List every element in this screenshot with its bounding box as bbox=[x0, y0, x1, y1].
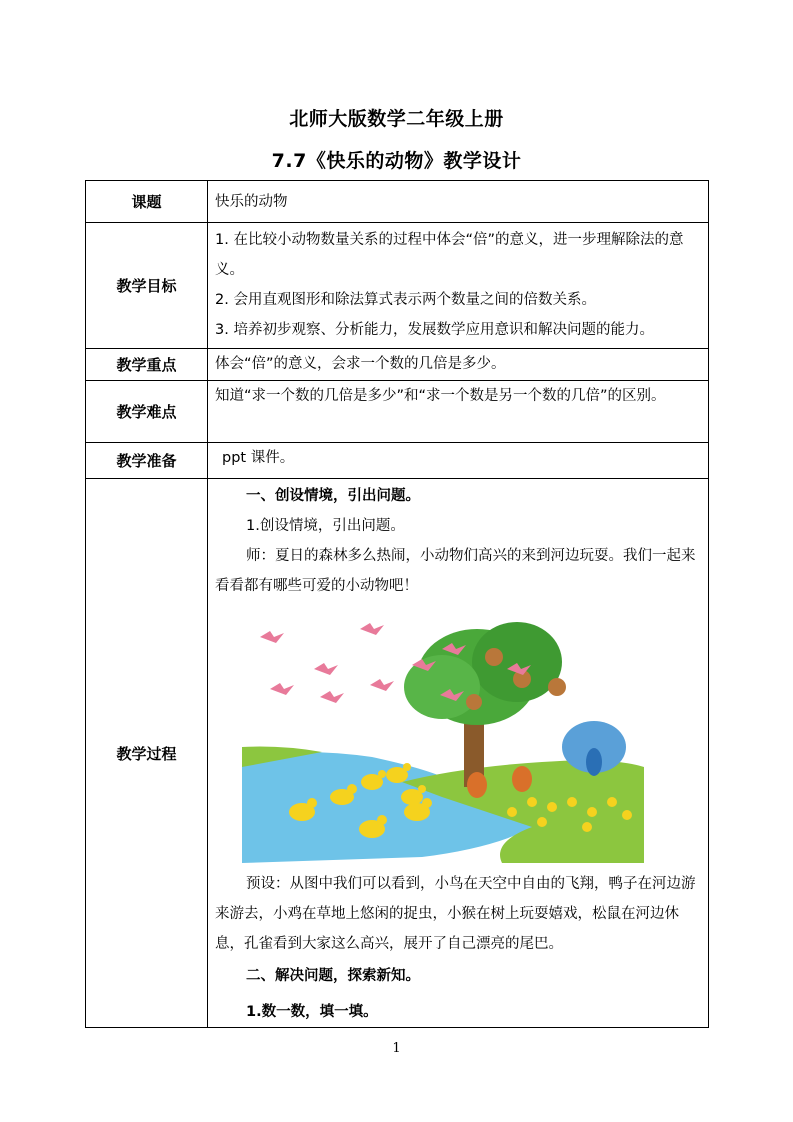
objective-item: 1. 在比较小动物数量关系的过程中体会“倍”的意义，进一步理解除法的意义。 bbox=[215, 232, 684, 278]
difficulty-text: 知道“求一个数的几倍是多少”和“求一个数是另一个数的几倍”的区别。 bbox=[215, 388, 666, 404]
monkey bbox=[548, 678, 566, 696]
value-key-point bbox=[208, 349, 709, 381]
objective-item: 2. 会用直观图形和除法算式表示两个数量之间的倍数关系。 bbox=[215, 292, 596, 308]
row-process bbox=[86, 479, 709, 1028]
monkey bbox=[485, 648, 503, 666]
squirrel bbox=[512, 766, 532, 792]
tree-canopy bbox=[472, 622, 562, 702]
animals-illustration bbox=[242, 607, 644, 863]
label-preparation: 教学准备 bbox=[86, 443, 208, 479]
value-topic bbox=[208, 181, 709, 223]
squirrel bbox=[467, 772, 487, 798]
label-objectives: 教学目标 bbox=[86, 223, 208, 349]
section-heading: 一、创设情境，引出问题。 bbox=[246, 488, 420, 504]
topic-text: 快乐的动物 bbox=[215, 193, 288, 210]
label-key-point: 教学重点 bbox=[86, 349, 208, 381]
page-number: 1 bbox=[392, 1041, 401, 1056]
value-difficulty bbox=[208, 381, 709, 443]
peacock-body bbox=[586, 748, 602, 776]
row-topic bbox=[86, 181, 709, 223]
key-point-text: 体会“倍”的意义，会求一个数的几倍是多少。 bbox=[215, 356, 506, 372]
label-difficulty: 教学难点 bbox=[86, 381, 208, 443]
label-topic: 课题 bbox=[86, 181, 208, 223]
section-heading: 二、解决问题，探索新知。 bbox=[246, 968, 420, 984]
row-objectives bbox=[86, 223, 709, 349]
row-difficulty bbox=[86, 381, 709, 443]
teacher-text: 师：夏日的森林多么热闹，小动物们高兴的来到河边玩耍。我们一起来看看都有哪些可爱的小动物吧！ bbox=[215, 548, 696, 594]
row-preparation bbox=[86, 443, 709, 479]
lesson-plan-table bbox=[85, 180, 709, 1028]
value-process bbox=[208, 479, 709, 1028]
monkey bbox=[466, 694, 482, 710]
value-preparation bbox=[208, 443, 709, 479]
objective-item: 3. 培养初步观察、分析能力，发展数学应用意识和解决问题的能力。 bbox=[215, 322, 654, 338]
step-text: 1.数一数，填一填。 bbox=[246, 1004, 378, 1020]
label-process: 教学过程 bbox=[86, 479, 208, 1028]
document-subtitle: 7.7《快乐的动物》教学设计 bbox=[271, 150, 522, 172]
value-objectives bbox=[208, 223, 709, 349]
preparation-text: ppt 课件。 bbox=[222, 450, 295, 466]
row-key-point bbox=[86, 349, 709, 381]
step-text: 1.创设情境，引出问题。 bbox=[246, 518, 405, 534]
preset-text: 预设：从图中我们可以看到，小鸟在天空中自由的飞翔，鸭子在河边游来游去，小鸡在草地上悠闲的捉虫，小猴在树上玩耍嬉戏，松鼠在河边休息，孔雀看到大家这么高兴，展开了自己漂亮的尾巴。 bbox=[215, 876, 696, 952]
document-title: 北师大版数学二年级上册 bbox=[289, 108, 504, 130]
